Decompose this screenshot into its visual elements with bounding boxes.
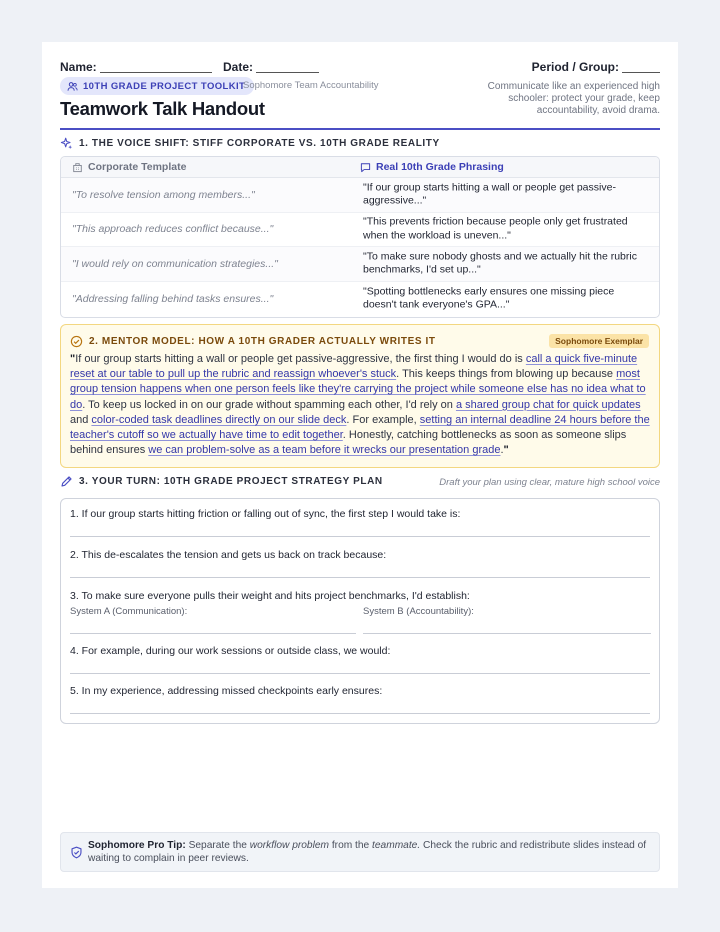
close-quote: " (503, 444, 509, 457)
toolkit-pill-label: 10TH GRADE PROJECT TOOLKIT (83, 80, 246, 92)
corporate-cell: "I would rely on communication strategies..." (72, 257, 278, 270)
mentor-text: If our group starts hitting a wall or people get passive-aggressive, the first thing I would do is (75, 353, 526, 365)
mentor-highlight: most group tension happens when one person feels like they're carrying the project while someone else has no idea what to do (70, 368, 646, 411)
answer-line-2[interactable] (70, 577, 650, 578)
prompt-3: 3. To make sure everyone pulls their weight and hits project benchmarks, I'd establish: (70, 590, 470, 602)
name-blank[interactable] (100, 72, 212, 73)
section3-note: Draft your plan using clear, mature high school voice (439, 477, 660, 488)
check-circle-icon (70, 335, 83, 348)
mentor-text: . (500, 444, 504, 457)
table-row (61, 247, 659, 282)
corporate-cell: "This approach reduces conflict because..." (72, 223, 274, 236)
section2-heading-text: 2. MENTOR MODEL: HOW A 10TH GRADER ACTUALLY WRITES IT (89, 336, 436, 347)
mentor-highlight: setting an internal deadline 24 hours before the teacher's cutoff so we actually have time to edit together (70, 413, 650, 442)
tip-text: Separate the (185, 840, 250, 851)
corporate-cell: "To resolve tension among members..." (72, 188, 255, 201)
column-header-real-label: Real 10th Grade Phrasing (376, 161, 504, 173)
system-a-label: System A (Communication): (70, 606, 188, 617)
pencil-icon (60, 475, 73, 488)
open-quote: " (70, 353, 76, 365)
exemplar-badge: Sophomore Exemplar (549, 334, 649, 348)
name-field (60, 60, 212, 74)
tip-emphasis: teammate. (372, 840, 421, 851)
section1-heading-text: 1. THE VOICE SHIFT: STIFF CORPORATE VS. 10TH GRADE REALITY (79, 138, 440, 149)
column-header-real (360, 161, 504, 173)
tip-text: from the (329, 840, 373, 851)
date-field (223, 60, 319, 74)
tip-text: Check the rubric and redistribute slides instead of waiting to complain in peer reviews. (88, 840, 647, 864)
date-blank[interactable] (256, 72, 319, 73)
handout-page (42, 42, 678, 888)
real-cell: "This prevents friction because people only get frustrated when the workload is uneven..." (363, 215, 628, 242)
section3-heading (60, 475, 383, 488)
shield-check-icon (70, 846, 83, 859)
strategy-plan-box (60, 498, 660, 724)
table-body (61, 178, 659, 316)
table-row (61, 282, 659, 317)
column-header-corporate-label: Corporate Template (88, 161, 187, 173)
voice-shift-table (60, 156, 660, 318)
prompt-4: 4. For example, during our work sessions or outside class, we would: (70, 645, 391, 657)
mentor-text: . This keeps things from blowing up because (396, 368, 617, 381)
page-title: Teamwork Talk Handout (60, 98, 265, 119)
corporate-cell: "Addressing falling behind tasks ensures..." (72, 292, 274, 305)
name-label: Name: (60, 60, 97, 74)
mentor-highlight: call a quick five-minute reset at our table to pull up the rubric and reassign whoever's stuck (70, 353, 638, 381)
system-b-label: System B (Accountability): (363, 606, 474, 617)
section1-heading (60, 137, 440, 150)
table-row (61, 213, 659, 248)
prompt-5: 5. In my experience, addressing missed checkpoints early ensures: (70, 685, 383, 697)
sparkle-icon (60, 137, 73, 150)
real-cell: "To make sure nobody ghosts and we actually hit the rubric benchmarks, I'd set up..." (363, 250, 637, 276)
period-field (532, 60, 660, 74)
answer-line-1[interactable] (70, 536, 650, 537)
toolkit-pill (60, 77, 254, 95)
answer-line-5[interactable] (70, 713, 650, 714)
mentor-text: . For example, (346, 413, 420, 426)
answer-line-4[interactable] (70, 673, 650, 674)
pro-tip-label: Sophomore Pro Tip: (88, 840, 186, 851)
mentor-text: . To keep us locked in on our grade without spamming each other, I'd rely on (82, 398, 456, 411)
mentor-text: . Honestly, catching bottlenecks as soon as someone slips behind ensures (70, 429, 627, 457)
prompt-2: 2. This de-escalates the tension and gets us back on track because: (70, 549, 387, 561)
building-icon (72, 162, 83, 173)
mentor-paragraph (70, 352, 652, 458)
mentor-model-box (60, 324, 660, 468)
header-note: Communicate like an experienced high schooler: protect your grade, keep accountability, avoid drama. (487, 81, 660, 116)
answer-line-system-b[interactable] (363, 633, 651, 634)
real-cell: "If our group starts hitting a wall or people get passive-aggressive..." (363, 181, 616, 207)
section2-heading (70, 335, 436, 348)
tip-emphasis: workflow problem (249, 840, 330, 851)
chat-icon (360, 162, 371, 173)
prompt-1: 1. If our group starts hitting friction or falling out of sync, the first step I would take is: (70, 508, 461, 520)
section3-heading-text: 3. YOUR TURN: 10TH GRADE PROJECT STRATEGY PLAN (79, 476, 383, 487)
answer-line-system-a[interactable] (70, 633, 356, 634)
real-cell: "Spotting bottlenecks early ensures one missing piece doesn't tank everyone's GPA..." (363, 285, 615, 311)
table-row (61, 178, 659, 213)
pro-tip-box (60, 832, 660, 872)
date-label: Date: (223, 60, 254, 74)
header-divider (60, 128, 660, 130)
users-icon (67, 81, 78, 92)
period-label: Period / Group: (531, 60, 619, 74)
pro-tip-text (88, 839, 648, 865)
mentor-highlight: color-coded task deadlines directly on our slide deck (91, 413, 347, 426)
mentor-highlight: a shared group chat for quick updates (455, 398, 641, 411)
page-subtitle: Sophomore Team Accountability (243, 80, 379, 91)
table-header (61, 157, 659, 178)
column-header-corporate (72, 161, 186, 173)
mentor-highlight: we can problem-solve as a team before it wrecks our presentation grade (148, 444, 501, 457)
mentor-text: and (70, 413, 92, 426)
period-blank[interactable] (622, 72, 660, 73)
